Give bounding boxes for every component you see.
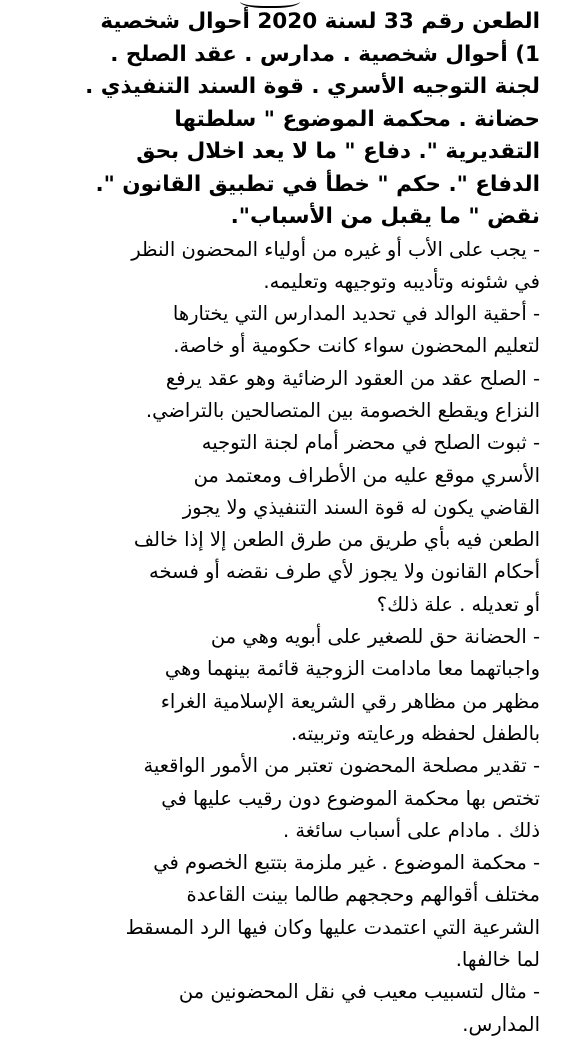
heading-line: الدفاع ". حكم " خطأ في تطبيق القانون ". [95, 171, 540, 197]
body-line: الشرعية التي اعتمدت عليها وكان فيها الرد المسقط [125, 915, 540, 939]
heading-line: الطعن رقم 33 لسنة 2020 أحوال شخصية [100, 9, 540, 34]
body-line: النزاع ويقطع الخصومة بين المتصالحين بالتراضي. [145, 398, 540, 422]
ruling-principles [26, 234, 540, 1041]
heading-line: التقديرية ". دفاع " ما لا يعد اخلال بحق [136, 139, 540, 164]
body-line: واجباتهما معا مادامت الزوجية قائمة بينهما وهي [164, 657, 540, 681]
body-line: - يجب على الأب أو غيره من أولياء المحضون النظر [131, 237, 540, 261]
body-line: تختص بها محكمة الموضوع دون رقيب عليها في [161, 786, 540, 810]
body-line: - أحقية الوالد في تحديد المدارس التي يختارها [172, 302, 540, 326]
body-line: بالطفل لحفظه ورعايته وتربيته. [290, 721, 540, 745]
heading-line: حضانة . محكمة الموضوع " سلطتها [174, 106, 540, 132]
heading-line: 1) أحوال شخصية . مدارس . عقد الصلح . [110, 41, 540, 67]
heading-line: نقض " ما يقبل من الأسباب". [230, 204, 540, 229]
body-line: مظهر من مظاهر رقي الشريعة الإسلامية الغراء [160, 689, 540, 713]
body-line: - الصلح عقد من العقود الرضائية وهو عقد يرفع [165, 366, 540, 390]
body-line: القاضي يكون له قوة السند التنفيذي ولا يجوز [182, 495, 540, 519]
body-line: لتعليم المحضون سواء كانت حكومية أو خاصة. [173, 334, 540, 358]
body-line: - محكمة الموضوع . غير ملزمة بتتبع الخصوم في [153, 851, 540, 875]
body-line: المدارس. [462, 1012, 540, 1036]
body-line: - مثال لتسبيب معيب في نقل المحضونين من [178, 980, 540, 1004]
body-line: الأسري موقع عليه من الأطراف ومعتمد من [193, 463, 540, 487]
body-line: ذلك . مادام على أسباب سائغة . [282, 818, 540, 842]
body-line: لما خالفها. [455, 948, 540, 972]
ruling-heading [26, 6, 540, 234]
body-line: - الحضانة حق للصغير على أبويه وهي من [210, 625, 540, 649]
body-line: في شئونه وتأديبه وتوجيهه وتعليمه. [263, 269, 540, 293]
body-line: - تقدير مصلحة المحضون تعتبر من الأمور الواقعية [143, 754, 540, 778]
body-line: أو تعديله . علة ذلك؟ [376, 592, 540, 616]
body-line: مختلف أقوالهم وحججهم طالما بينت القاعدة [186, 883, 540, 907]
heading-line: لجنة التوجيه الأسري . قوة السند التنفيذي . [85, 74, 540, 99]
body-line: - ثبوت الصلح في محضر أمام لجنة التوجيه [201, 431, 540, 455]
body-line: الطعن فيه بأي طريق من طرق الطعن إلا إذا خالف [133, 528, 540, 552]
body-line: أحكام القانون ولا يجوز لأي طرف نقضه أو فسخه [149, 560, 540, 584]
